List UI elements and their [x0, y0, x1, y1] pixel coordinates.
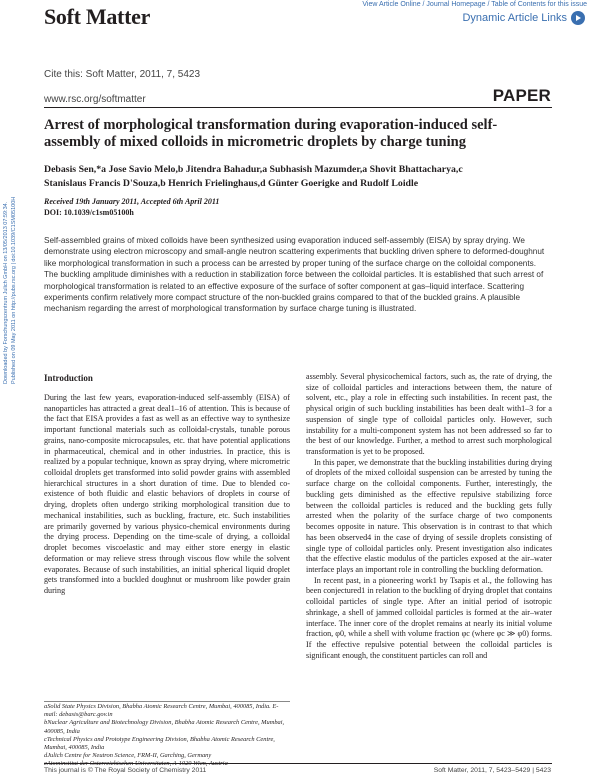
footnote-c: cTechnical Physics and Prototype Engineering Division, Bhabha Atomic Research Centre, Mumbai, 400085, India [44, 735, 275, 752]
footnote-d: dJulich Centre for Neutron Science, FRM-II, Garching, Germany [44, 752, 212, 760]
intro-paragraph: During the last few years, evaporation-induced self-assembly (EISA) of nanoparticles has attracted a great deal1–16 of attention. This is because of the fact that EISA provides a fast as well as an effective way to synthesize important functional materials such as colloidal-crystals, tunable porous grains, nano-composite microcapsules, etc. that have potential applications in pharmaceutical, chemical and in other industries. In practice, this is realized by a popular technique, known as spray drying, where micrometric colloidal droplets get transformed into solid powder grains with assembled hierarchical structures in a short duration of time. Due to blended co-existence of both fluidic and elastic behaviors of droplets in course of drying, droplets often undergo striking morphological transition due to mechanical instabilities, such as buckling, fracture, etc. Such instabilities are primarily governed by various physico-chemical environments during the drying process. Depending on the time-scale of drying, a colloidal droplet becomes viscoelastic and may either store energy in elastic deformation or may relieve stress through viscous flow while the solvent evaporates. Because of such instabilities, an initial spherical liquid droplet gets transformed into a buckled doughnut or mushroom like powder grain during [44, 393, 290, 595]
doi[interactable]: DOI: 10.1039/c1sm05100h [44, 208, 134, 217]
citation: Cite this: Soft Matter, 2011, 7, 5423 [44, 69, 201, 80]
intro-paragraph: In recent past, in a pioneering work1 by Tsapis et al., the following has been conjectured1 in relation to the buckling of drying droplet that contains colloidal particles of single type. After an initial period of isotropic shrinkage, a shell of jammed colloidal particles is formed at the air–water interface. The inner core of the droplet remains at nearly its initial volume fraction, φ0, while a shell with volume fraction φc (where φc ≫ φ0) forms. If the effective repulsive potential between the colloidal particles is significant enough, the constituent particles can roll and [306, 575, 552, 660]
dynamic-article-links[interactable] [462, 11, 585, 25]
footnote-a: aSolid State Physics Division, Bhabha Atomic Research Centre, Mumbai, 400085, India. E-mail: debasis@barc.gov.in [44, 703, 279, 719]
sidenote-line-1: Downloaded by Forschungszentrum Julich GmbH on 13/05/2013 07:59:34. [3, 201, 9, 384]
affiliation-footnotes [44, 703, 290, 769]
header-rule [44, 107, 552, 108]
download-sidenote [3, 196, 25, 384]
article-type: PAPER [492, 86, 551, 105]
dynamic-links-label[interactable]: Dynamic Article Links [462, 12, 567, 24]
article-dates [44, 196, 219, 218]
article-title: Arrest of morphological transformation during evaporation-induced self-assembly of mixed colloids in micrometric droplets by charge tuning [44, 117, 498, 150]
footer-copyright: This journal is © The Royal Society of Chemistry 2011 [44, 767, 207, 774]
sidenote-line-2[interactable]: Published on 09 May 2011 on http://pubs.rsc.org | doi:10.1039/C1SM05100H [10, 196, 17, 384]
footnote-rule [44, 701, 290, 702]
footer-rule [44, 763, 552, 764]
journal-url[interactable]: www.rsc.org/softmatter [44, 94, 146, 105]
footnote-b: bNuclear Agriculture and Biotechnology Division, Bhabha Atomic Research Centre, Mumbai, 400085, India [44, 719, 285, 735]
received-date: Received 19th January 2011, Accepted 6th April 2011 [44, 197, 220, 206]
column-left [44, 393, 290, 597]
footnote-e: eAtominstitut der Osterreichischen Universitaten, A-1020 Wien, Austria [44, 760, 228, 768]
footer-page-info: Soft Matter, 2011, 7, 5423–5429 | 5423 [433, 767, 551, 774]
authors-line-2: Stanislaus Francis D'Souza,b Henrich Frielinghaus,d Günter Goerigke and Rudolf Loidle [44, 178, 419, 189]
authors-line-1: Debasis Sen,*a Jose Savio Melo,b Jitendra Bahadur,a Subhasish Mazumder,a Shovit Bhattacharya,c [44, 164, 463, 175]
intro-paragraph: In this paper, we demonstrate that the buckling instabilities during drying of droplets of the mixed colloidal suspension can be arrested by tuning the surface charge on the colloidal components. Further, interestingly, the buckling gets diminished as the effective repulsive stabilizing force between the colloidal particles is reduced and the buckling gets fully arrested when the polarity of the surface charge of two components becomes opposite in nature. This observation is in contrast to that which has been observed4 in the case of drying of sessile droplets consisting of single type of colloidal particles only. Present investigation also indicates that the effective elastic modulus of the particles exposed at the air–water interface plays an important role in controlling the buckling deformation. [306, 457, 552, 574]
journal-name: Soft Matter [44, 4, 151, 29]
section-heading-introduction: Introduction [44, 373, 93, 383]
author-list [44, 163, 544, 191]
abstract: Self-assembled grains of mixed colloids have been synthesized using evaporation induced self-assembly (EISA) by spray drying. We demonstrate using electron microscopy and small-angle neutron scattering experiments that buckling driven sphere to deformed-doughnut like morphological transformation in such a process can be arrested by proper tuning of the surface charge on the colloidal components. The buckling amplitude diminishes with a reduction in stabilization force between the colloidal particles. It is established that such arrest of morphological transformation is related to an effective exposure of the surface of softer component at gas–liquid interface. Scattering experiments confirm relatively more compact structure of the non-buckled grains compared to that of the buckled grains. A plausible mechanism regarding the arrest of morphological transformation by surface charge tuning is illustrated. [44, 236, 545, 314]
play-arrow-icon[interactable] [571, 11, 585, 25]
column-right [306, 372, 552, 661]
intro-paragraph: assembly. Several physicochemical factors, such as, the rate of drying, the size of colloidal particles and interactions between them, the nature of solvent, etc., play a role in effecting such instabilities. In recent past, the physical origin of such buckling instabilities has been dealt with1–3 for a suspension of single type of colloidal particles only. However, such instability for a multi-component system has not been addressed so far to the best of our knowledge. Further, a method to arrest such morphological transformation is yet to be proposed. [306, 372, 552, 457]
journal-links[interactable]: View Article Online / Journal Homepage / Table of Contents for this issue [362, 1, 587, 8]
